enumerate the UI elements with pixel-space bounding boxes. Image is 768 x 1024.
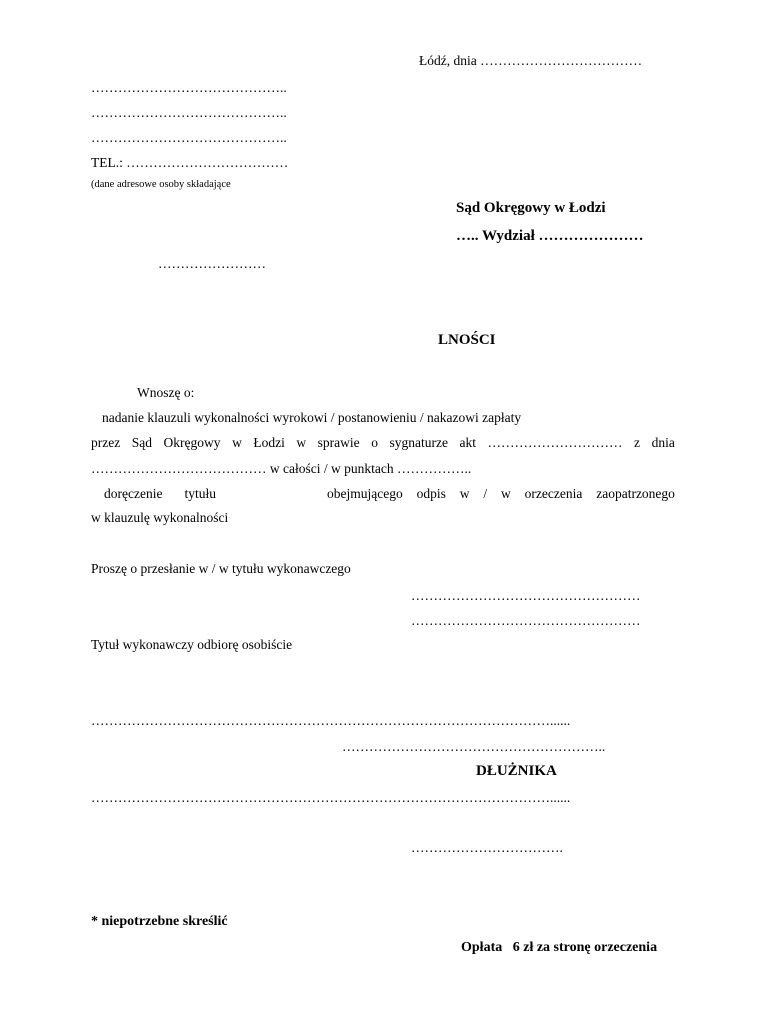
text-word: w <box>232 435 242 450</box>
text-word: sygnaturze <box>389 435 448 450</box>
request-item-1: nadanie klauzuli wykonalności wyrokowi / postanowieniu / nakazowi zapłaty <box>102 410 522 425</box>
text-word: / <box>483 486 488 501</box>
debtor-heading: DŁUŻNIKA <box>476 763 557 779</box>
text-word: o <box>371 435 378 450</box>
text-word: przez <box>91 435 121 450</box>
text-word: zaopatrzonego <box>596 486 675 501</box>
request-intro: Wnoszę o: <box>137 385 195 400</box>
address-line-3: …………………………………….. <box>91 130 287 145</box>
send-address-line-1: …………………………………………… <box>411 588 641 603</box>
text-word: w <box>296 435 307 450</box>
signature-line: ……………………………. <box>411 840 563 855</box>
pickup-statement: Tytuł wykonawczy odbiorę osobiście <box>91 637 293 652</box>
text-word: doręczenie <box>104 486 163 501</box>
address-line-2: …………………………………….. <box>91 105 287 120</box>
address-line-1: …………………………………….. <box>91 80 287 95</box>
debtor-line-2: ………………………………………………….. <box>342 739 606 754</box>
text-word: dnia <box>651 435 675 450</box>
request-item-1-case <box>91 436 675 450</box>
phone-line: TEL.: ……………………………… <box>91 155 289 170</box>
text-word: w <box>459 486 470 501</box>
text-word: Sąd <box>131 435 153 450</box>
text-word: sprawie <box>317 435 360 450</box>
request-item-2-left <box>104 487 216 501</box>
footnote: * niepotrzebne skreślić <box>91 914 228 929</box>
text-word: odpis <box>416 486 446 501</box>
text-word: obejmującego <box>327 486 403 501</box>
send-request: Proszę o przesłanie w / w tytułu wykonawczego <box>91 561 351 576</box>
request-item-2-clause: w klauzulę wykonalności <box>91 510 229 525</box>
text-word: Okręgowy <box>163 435 221 450</box>
send-address-line-2: …………………………………………… <box>411 613 641 628</box>
court-name: Sąd Okręgowy w Łodzi <box>456 200 606 216</box>
text-word: orzeczenia <box>524 486 583 501</box>
text-word: Łodzi <box>253 435 285 450</box>
debtor-line-3: …………………………………………………………………………………………...... <box>91 790 571 805</box>
address-note: (dane adresowe osoby składające <box>91 179 231 190</box>
text-word: tytułu <box>184 486 216 501</box>
text-word: w <box>501 486 511 501</box>
text-word: ………………………… <box>487 435 623 450</box>
fee-note: Opłata 6 zł za stronę orzeczenia <box>461 940 658 955</box>
debtor-line-1: …………………………………………………………………………………………...... <box>91 713 571 728</box>
document-title: LNOŚCI <box>438 332 496 348</box>
text-word: z <box>634 435 641 450</box>
court-division: ….. Wydział ………………… <box>456 228 644 244</box>
request-item-1-scope: ………………………………… w całości / w punktach …………….. <box>91 461 472 476</box>
request-item-2-right <box>327 487 675 501</box>
place-date: Łódź, dnia ……………………………… <box>419 53 643 68</box>
text-word: akt <box>459 435 476 450</box>
case-field: …………………… <box>158 256 266 271</box>
